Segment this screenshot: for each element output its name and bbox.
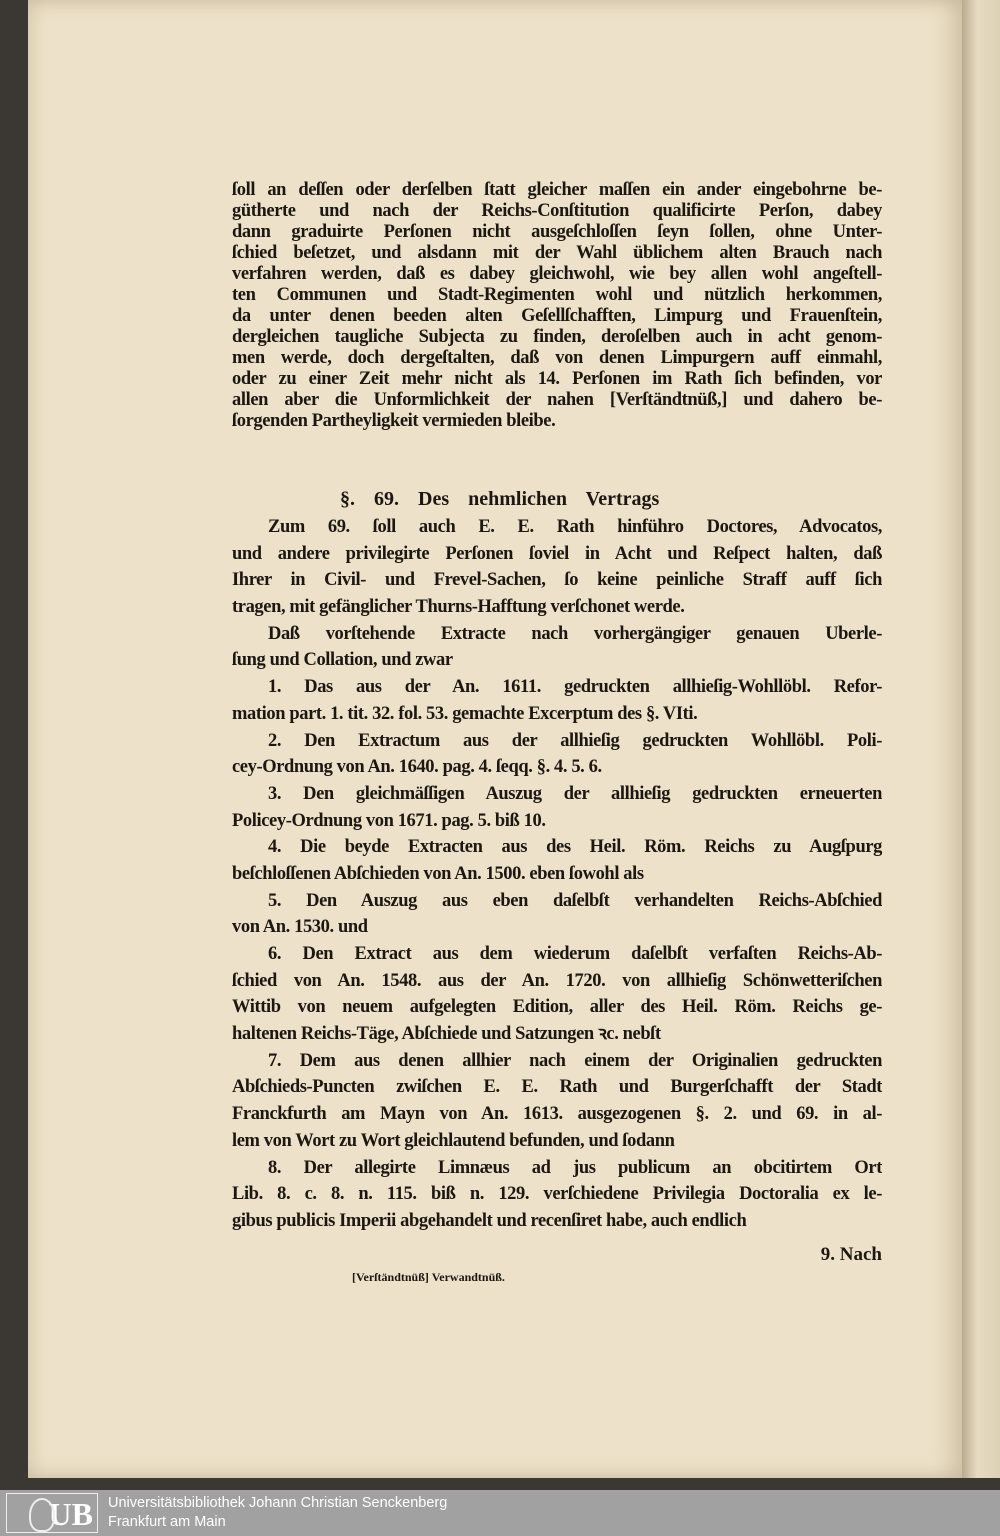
- text-line: 4. Die beyde Extracten aus des Heil. Röm. Reichs zu Augſpurg: [268, 837, 882, 858]
- text-line: ſung und Collation, und zwar: [232, 650, 453, 671]
- footnote: [Verſtändtnüß] Verwandtnüß.: [352, 1270, 505, 1284]
- text-line: Zum 69. ſoll auch E. E. Rath hinführo Doctores, Advocatos,: [268, 517, 882, 537]
- text-line: und andere privilegirte Perſonen ſoviel in Acht und Reſpect halten, daß: [232, 543, 882, 564]
- text-line: haltenen Reichs-Täge, Abſchiede und Satzungen ꝛc. nebſt: [232, 1024, 661, 1045]
- text-line: Policey-Ordnung von 1671. pag. 5. biß 10.: [232, 810, 546, 831]
- text-line: da unter denen beeden alten Geſellſchafften, Limpurg und Frauenſtein,: [232, 306, 882, 326]
- adjacent-page-edge: [962, 0, 1000, 1478]
- text-line: beſchloſſenen Abſchieden von An. 1500. eben ſowohl als: [232, 863, 644, 884]
- text-line: 3. Den gleichmäſſigen Auszug der allhieſig gedruckten erneuerten: [268, 783, 882, 804]
- text-line: Lib. 8. c. 8. n. 115. biß n. 129. verſchiedene Privilegia Doctoralia ex le-: [232, 1184, 882, 1205]
- logo-text: UB: [48, 1496, 93, 1532]
- library-name: Universitätsbibliothek Johann Christian Senckenberg: [108, 1495, 448, 1511]
- text-line: cey-Ordnung von An. 1640. pag. 4. ſeqq. §. 4. 5. 6.: [232, 757, 602, 778]
- text-line: tragen, mit gefänglicher Thurns-Hafftung verſchonet werde.: [232, 597, 685, 618]
- text-line: men werde, doch dergeſtalten, daß von denen Limpurgern auff einmahl,: [232, 348, 882, 368]
- text-line: ſorgenden Partheyligkeit vermieden bleibe.: [232, 411, 556, 431]
- text-line: von An. 1530. und: [232, 917, 368, 938]
- text-line: 5. Den Auszug aus eben daſelbſt verhandelten Reichs-Abſchied: [268, 890, 882, 911]
- library-footer: [0, 1490, 1000, 1536]
- text-line: 8. Der allegirte Limnæus ad jus publicum an obcitirtem Ort: [268, 1157, 882, 1178]
- text-line: oder zu einer Zeit mehr nicht als 14. Perſonen im Rath ſich befinden, vor: [232, 369, 882, 389]
- text-line: dergleichen taugliche Subjecta zu finden, deroſelben auch in acht genom-: [232, 327, 882, 347]
- text-line: gütherte und nach der Reichs-Conſtitution qualificirte Perſon, dabey: [232, 201, 882, 221]
- text-line: 1. Das aus der An. 1611. gedruckten allhieſig-Wohllöbl. Refor-: [268, 677, 882, 698]
- ub-logo: [6, 1493, 98, 1533]
- text-line: ten Communen und Stadt-Regimenten wohl und nützlich herkommen,: [232, 285, 882, 305]
- paragraph-section-69: [232, 514, 882, 1235]
- portrait-icon: [29, 1498, 55, 1532]
- text-line: Franckfurth am Mayn von An. 1613. ausgezogenen §. 2. und 69. in al-: [232, 1104, 882, 1125]
- text-line: lem von Wort zu Wort gleichlautend befunden, und ſodann: [232, 1130, 675, 1151]
- text-line: dann graduirte Perſonen nicht ausgeſchloſſen ſeyn ſollen, ohne Unter-: [232, 222, 882, 242]
- text-line: 7. Dem aus denen allhier nach einem der Originalien gedruckten: [268, 1050, 882, 1071]
- text-line: verfahren werden, daß es dabey gleichwohl, wie bey allen wohl angeſtell-: [232, 264, 882, 284]
- catchword: 9. Nach: [820, 1244, 882, 1265]
- text-line: Daß vorſtehende Extracte nach vorhergängiger genauen Uberle-: [268, 623, 882, 644]
- text-line: 6. Den Extract aus dem wiederum daſelbſt verfaſten Reichs-Ab-: [268, 944, 882, 964]
- text-line: Abſchieds-Puncten zwiſchen E. E. Rath und Burgerſchafft der Stadt: [232, 1077, 882, 1098]
- text-line: ſoll an deſſen oder derſelben ſtatt gleicher maſſen ein ander eingebohrne be-: [232, 180, 882, 200]
- text-line: Wittib von neuem aufgelegten Edition, aller des Heil. Röm. Reichs ge-: [232, 997, 882, 1018]
- library-city: Frankfurt am Main: [108, 1514, 226, 1530]
- text-line: allen aber die Unformlichkeit der nahen [Verſtändtnüß,] und dahero be-: [232, 390, 882, 410]
- paragraph-continued: [232, 180, 882, 432]
- text-line: 2. Den Extractum aus der allhieſig gedruckten Wohllöbl. Poli-: [268, 730, 882, 751]
- text-line: gibus publicis Imperii abgehandelt und recenſiret habe, auch endlich: [232, 1210, 747, 1231]
- text-line: mation part. 1. tit. 32. fol. 53. gemachte Excerptum des §. VIti.: [232, 703, 698, 724]
- section-heading: §. 69. Des nehmlichen Vertrags: [340, 488, 660, 510]
- text-line: Ihrer in Civil- und Frevel-Sachen, ſo keine peinliche Straff auff ſich: [232, 570, 882, 591]
- text-line: ſchied von An. 1548. aus der An. 1720. von allhieſig Schönwetteriſchen: [232, 970, 882, 991]
- text-line: ſchied beſetzet, und alsdann mit der Wahl üblichem alten Brauch nach: [232, 243, 882, 263]
